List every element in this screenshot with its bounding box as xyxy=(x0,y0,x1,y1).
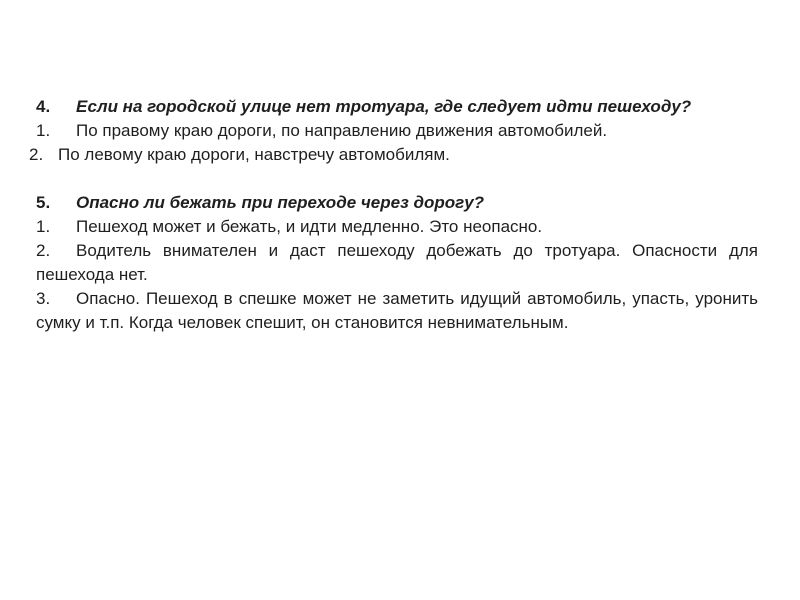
answer-number: 1. xyxy=(36,121,51,140)
answer-5-2 xyxy=(36,239,758,287)
answer-number: 2. xyxy=(29,145,44,164)
answer-text: Опасно. Пешеход в спешке может не заметить идущий автомобиль, упасть, уронить сумку и т.п. Когда человек спешит, он становится невнимательным. xyxy=(36,289,758,332)
answer-number: 1. xyxy=(36,217,51,236)
answer-text: Пешеход может и бежать, и идти медленно. Это неопасно. xyxy=(76,217,543,236)
answer-number: 2. xyxy=(36,241,51,260)
question-number: 4. xyxy=(36,97,51,116)
answer-5-3 xyxy=(36,287,758,335)
answer-5-1 xyxy=(36,215,758,239)
answer-text: По правому краю дороги, по направлению движения автомобилей. xyxy=(76,121,608,140)
answer-4-1 xyxy=(36,119,758,143)
answer-text: Водитель внимателен и даст пешеходу добежать до тротуара. Опасности для пешехода нет. xyxy=(36,241,758,284)
answer-4-2 xyxy=(29,143,758,167)
answer-number: 3. xyxy=(36,289,51,308)
question-text: Если на городской улице нет тротуара, где следует идти пешеходу? xyxy=(76,97,692,116)
question-text: Опасно ли бежать при переходе через дорогу? xyxy=(76,193,485,212)
spacer xyxy=(36,167,758,191)
question-number: 5. xyxy=(36,193,51,212)
question-4 xyxy=(36,95,758,119)
quiz-content xyxy=(29,95,758,335)
question-5 xyxy=(36,191,758,215)
answer-text: По левому краю дороги, навстречу автомобилям. xyxy=(58,145,450,164)
